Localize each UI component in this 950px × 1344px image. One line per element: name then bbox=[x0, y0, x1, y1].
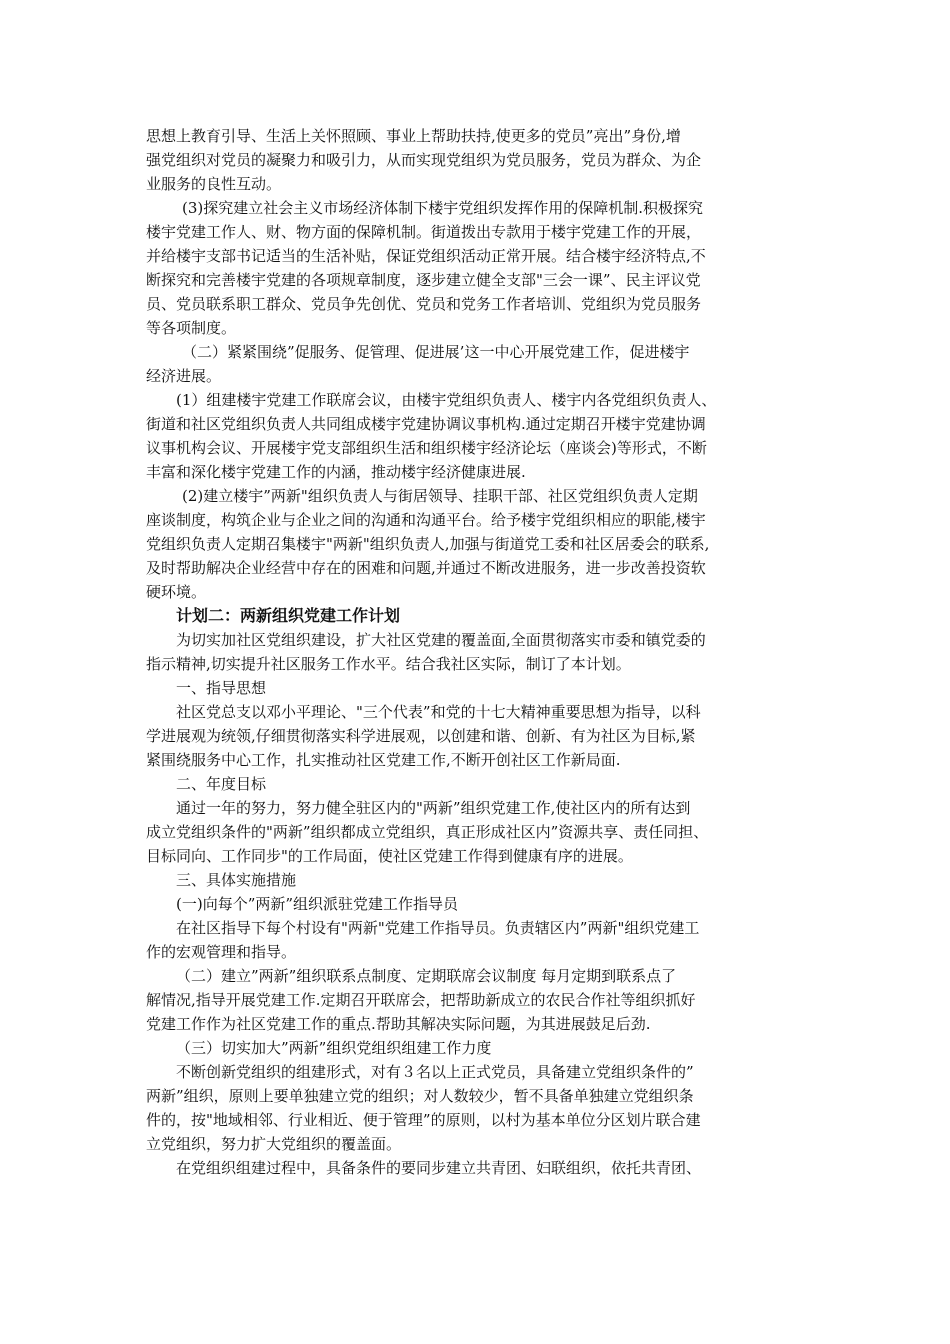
text-line: 党组织负责人定期召集楼宇"两新"组织负责人,加强与街道党工委和社区居委会的联系, bbox=[146, 535, 710, 553]
para-support-cont bbox=[146, 124, 804, 196]
text-line: 在党组织组建过程中，具备条件的要同步建立共青团、妇联组织，依托共青团、 bbox=[176, 1159, 702, 1177]
text-line: 紧围绕服务中心工作，扎实推动社区党建工作,不断开创社区工作新局面. bbox=[146, 751, 621, 769]
section-heading-3 bbox=[146, 868, 804, 892]
plan-two-heading bbox=[146, 604, 804, 628]
text-line: 件的，按"地域相邻、行业相近、便于管理”的原则，以村为基本单位分区划片联合建 bbox=[146, 1111, 701, 1129]
text-line: 思想上教育引导、生活上关怀照顾、事业上帮助扶持,使更多的党员”亮出”身份,增 bbox=[146, 127, 681, 145]
text-line: 立党组织，努力扩大党组织的覆盖面。 bbox=[146, 1135, 402, 1153]
text-line: 学进展观为统领,仔细贯彻落实科学进展观，以创建和谐、创新、有为社区为目标,紧 bbox=[146, 727, 696, 745]
text-line: 经济进展。 bbox=[146, 367, 222, 385]
subsection-3 bbox=[146, 1036, 804, 1060]
text-line: (2)建立楼宇”两新"组织负责人与街居领导、挂职干部、社区党组织负责人定期 bbox=[182, 487, 698, 505]
para-guiding-thought bbox=[146, 700, 804, 772]
text-line: 及时帮助解决企业经营中存在的困难和问题,并通过不断改进服务，进一步改善投资软 bbox=[146, 559, 706, 577]
text-line: (一)向每个”两新”组织派驻党建工作指导员 bbox=[176, 895, 459, 913]
para-contact-point bbox=[146, 964, 804, 1036]
text-line: (3)探究建立社会主义市场经济体制下楼宇党组织发挥作用的保障机制.积极探究 bbox=[182, 199, 704, 217]
para-instructor bbox=[146, 916, 804, 964]
text-line: 硬环境。 bbox=[146, 583, 207, 601]
text-line: 解情况,指导开展党建工作.定期召开联席会，把帮助新成立的农民合作社等组织抓好 bbox=[146, 991, 696, 1009]
para-plan-intro bbox=[146, 628, 804, 676]
text-line: 一、指导思想 bbox=[176, 679, 267, 697]
text-line: 在社区指导下每个村设有"两新"党建工作指导员。负责辖区内”两新"组织党建工 bbox=[176, 919, 700, 937]
para-section-2 bbox=[146, 340, 804, 388]
text-line: 两新”组织，原则上要单独建立党的组织；对人数较少，暂不具备单独建立党组织条 bbox=[146, 1087, 694, 1105]
text-line: 等各项制度。 bbox=[146, 319, 237, 337]
text-line: 成立党组织条件的"两新”组织都成立党组织，真正形成社区内”资源共享、责任同担、 bbox=[146, 823, 709, 841]
text-line: 通过一年的努力，努力健全驻区内的"两新”组织党建工作,使社区内的所有达到 bbox=[176, 799, 691, 817]
text-line: 三、具体实施措施 bbox=[176, 871, 297, 889]
text-line: 员、党员联系职工群众、党员争先创优、党员和党务工作者培训、党组织为党员服务 bbox=[146, 295, 702, 313]
section-heading-1 bbox=[146, 676, 804, 700]
para-annual-goal bbox=[146, 796, 804, 868]
para-youth-league bbox=[146, 1156, 804, 1180]
text-line: 作的宏观管理和指导。 bbox=[146, 943, 297, 961]
text-line: 为切实加社区党组织建设，扩大社区党建的覆盖面,全面贯彻落实市委和镇党委的 bbox=[176, 631, 706, 649]
para-item-1 bbox=[146, 388, 804, 484]
text-line: 并给楼宇支部书记适当的生活补贴，保证党组织活动正常开展。结合楼宇经济特点,不 bbox=[146, 247, 706, 265]
text-line: 强党组织对党员的凝聚力和吸引力，从而实现党组织为党员服务，党员为群众、为企 bbox=[146, 151, 702, 169]
para-build-org bbox=[146, 1060, 804, 1156]
document-page bbox=[146, 124, 804, 1180]
text-line: 指示精神,切实提升社区服务工作水平。结合我社区实际，制订了本计划。 bbox=[146, 655, 631, 673]
text-line: 目标同向、工作同步"的工作局面，使社区党建工作得到健康有序的进展。 bbox=[146, 847, 633, 865]
text-line: 社区党总支以邓小平理论、"三个代表”和党的十七大精神重要思想为指导，以科 bbox=[176, 703, 701, 721]
section-heading-2 bbox=[146, 772, 804, 796]
text-line: 议事机构会议、开展楼宇党支部组织生活和组织楼宇经济论坛（座谈会)等形式，不断 bbox=[146, 439, 707, 457]
text-line: 业服务的良性互动。 bbox=[146, 175, 282, 193]
text-line: 丰富和深化楼宇党建工作的内涵，推动楼宇经济健康进展. bbox=[146, 463, 526, 481]
text-line: 街道和社区党组织负责人共同组成楼宇党建协调议事机构.通过定期召开楼宇党建协调 bbox=[146, 415, 706, 433]
para-item-3 bbox=[146, 196, 804, 340]
text-line: 不断创新党组织的组建形式，对有３名以上正式党员，具备建立党组织条件的” bbox=[176, 1063, 694, 1081]
subsection-1 bbox=[146, 892, 804, 916]
para-item-2 bbox=[146, 484, 804, 604]
text-line: 楼宇党建工作人、财、物方面的保障机制。街道拨出专款用于楼宇党建工作的开展， bbox=[146, 223, 702, 241]
text-line: 座谈制度，构筑企业与企业之间的沟通和沟通平台。给予楼宇党组织相应的职能,楼宇 bbox=[146, 511, 706, 529]
text-line: 二、年度目标 bbox=[176, 775, 267, 793]
text-line: （二）建立”两新”组织联系点制度、定期联席会议制度 每月定期到联系点了 bbox=[176, 967, 677, 985]
section-title: 计划二：两新组织党建工作计划 bbox=[176, 606, 401, 625]
text-line: (1）组建楼宇党建工作联席会议，由楼宇党组织负责人、楼宇内各党组织负责人、 bbox=[176, 391, 717, 409]
text-line: 党建工作作为社区党建工作的重点.帮助其解决实际问题，为其进展鼓足后劲. bbox=[146, 1015, 651, 1033]
text-line: （三）切实加大”两新”组织党组织组建工作力度 bbox=[176, 1039, 492, 1057]
text-line: 断探究和完善楼宇党建的各项规章制度，逐步建立健全支部"三会一课”、民主评议党 bbox=[146, 271, 701, 289]
text-line: （二）紧紧围绕”促服务、促管理、促进展’这一中心开展党建工作，促进楼宇 bbox=[182, 343, 690, 361]
